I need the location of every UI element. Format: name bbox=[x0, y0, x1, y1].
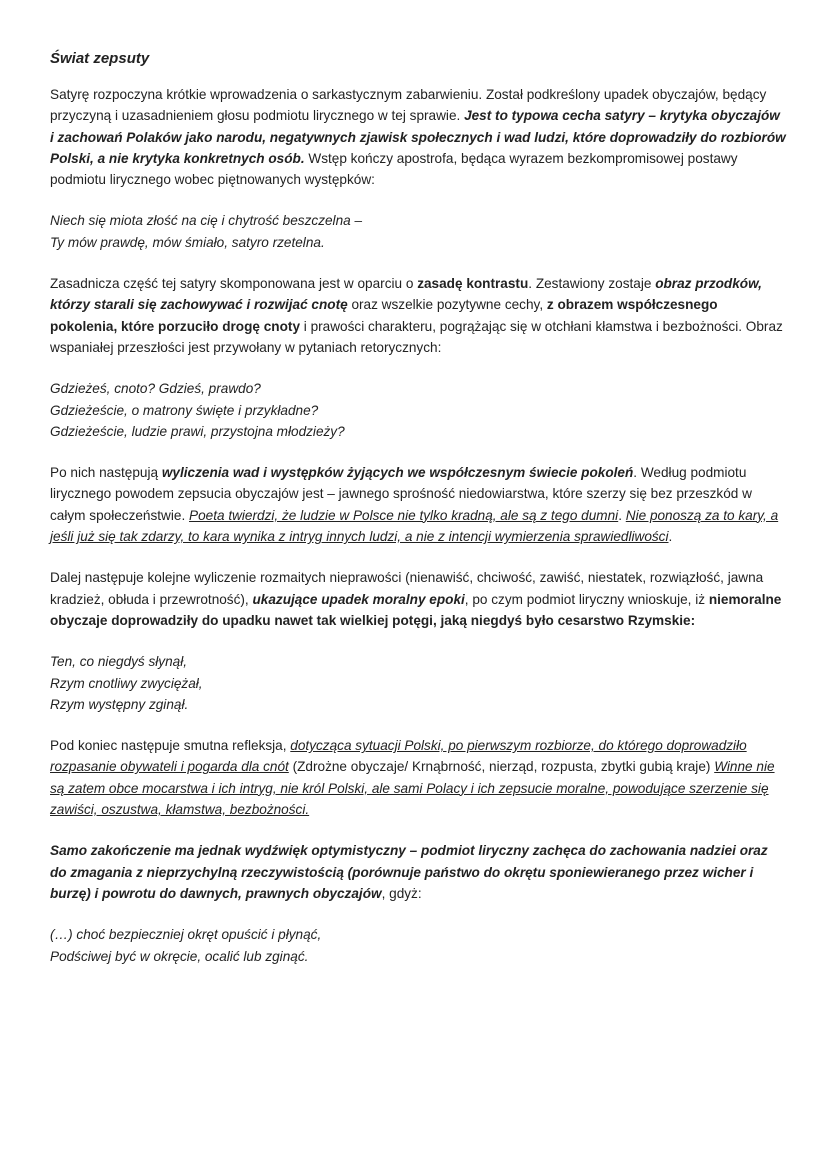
paragraph-intro bbox=[50, 84, 786, 190]
quote-rome bbox=[50, 651, 786, 715]
paragraph-rome bbox=[50, 567, 786, 631]
text-run: Zasadnicza część tej satyry skomponowana jest w oparciu o bbox=[50, 276, 418, 292]
document-page bbox=[50, 48, 786, 987]
underlined-text: Winne nie są zatem obce mocarstwa i ich intryg, nie król Polski, ale sami Polacy i ich zepsucie moralne, powodujące szerzenie się zawiści, oszustwa, kłamstwa, bezbożności. bbox=[50, 759, 775, 818]
emphasis-text: ukazujące upadek moralny epoki bbox=[252, 591, 465, 607]
text-run: Dalej następuje kolejne wyliczenie rozmaitych nieprawości (nienawiść, chciwość, zawiść, niestatek, rozwiązłość, jawna kradzież, obłuda i przewrotność), bbox=[50, 570, 764, 607]
quote-rhetorical-questions bbox=[50, 378, 786, 442]
quote-line: (…) choć bezpieczniej okręt opuścić i płynąć, bbox=[50, 927, 322, 943]
quote-line: Rzym występny zginął. bbox=[50, 696, 189, 712]
paragraph-reflection bbox=[50, 735, 786, 820]
text-run: i prawości charakteru, pogrążając się w otchłani kłamstwa i bezbożności. Obraz wspaniałej przeszłości jest przywołany w pytaniach retorycznych: bbox=[50, 318, 783, 355]
emphasis-text: Jest to typowa cecha satyry – krytyka obyczajów i zachowań Polaków jako narodu, negatywnych zjawisk społecznych i wad ludzi, które doprowadziły do rozbiorów Polski, a nie krytyka konkretnych osób. bbox=[50, 108, 786, 166]
text-run: , po czym podmiot liryczny wnioskuje, iż bbox=[464, 591, 709, 607]
quote-line: Gdzieżeście, ludzie prawi, przystojna młodzieży? bbox=[50, 423, 345, 439]
underlined-text: Poeta twierdzi, że ludzie w Polsce nie tylko kradną, ale są z tego dumni bbox=[189, 507, 619, 523]
text-run: Wstęp kończy apostrofa, będąca wyrazem bezkompromisowej postawy podmiotu lirycznego wobec piętnowanych występków: bbox=[50, 150, 738, 188]
emphasis-text: Samo zakończenie ma jednak wydźwięk optymistyczny – podmiot liryczny zachęca do zachowania nadziei oraz do zmagania z nieprzychylną rzeczywistością (porównuje państwo do okrętu sponiewieranego przez wicher i burzę) i powrotu do dawnych, prawnych obyczajów bbox=[50, 843, 768, 901]
quote-line: Niech się miota złość na cię i chytrość beszczelna – bbox=[50, 213, 363, 229]
quote-line: Gdzieżeś, cnoto? Gdzieś, prawdo? bbox=[50, 381, 261, 397]
paragraph-contrast bbox=[50, 273, 786, 358]
quote-line: Ten, co niegdyś słynął, bbox=[50, 654, 188, 670]
bold-text: niemoralne obyczaje doprowadziły do upadku nawet tak wielkiej potęgi, jaką niegdyś było cesarstwo Rzymskie: bbox=[50, 591, 782, 628]
text-run: (Zdrożne obyczaje/ Krnąbrność, nierząd, rozpusta, zbytki gubią kraje) bbox=[288, 759, 715, 775]
text-run: . bbox=[668, 529, 673, 545]
text-run: Pod koniec następuje smutna refleksja, bbox=[50, 738, 291, 754]
text-run: Satyrę rozpoczyna krótkie wprowadzenia o sarkastycznym zabarwieniu. Został podkreślony upadek obyczajów, będący przyczyną i uzasadnieniem głosu podmiotu lirycznego w tej sprawie. bbox=[50, 87, 767, 124]
emphasis-text: obraz przodków, którzy starali się zachowywać i rozwijać cnotę bbox=[50, 276, 762, 313]
underlined-text: Nie ponoszą za to kary, a jeśli już się tak zdarzy, to kara wynika z intryg innych ludzi, a nie z intencji wymierzenia sprawiedliwości bbox=[50, 507, 779, 545]
bold-text: z obrazem współczesnego pokolenia, które porzuciło drogę cnoty bbox=[50, 297, 718, 334]
text-run: . Zestawiony zostaje bbox=[528, 276, 656, 292]
emphasis-text: wyliczenia wad i występków żyjących we współczesnym świecie pokoleń bbox=[161, 465, 634, 481]
underlined-text: dotycząca sytuacji Polski, po pierwszym rozbiorze, do którego doprowadziło rozpasanie obywateli i pogarda dla cnót bbox=[50, 738, 747, 775]
text-run: oraz wszelkie pozytywne cechy, bbox=[347, 297, 547, 313]
quote-line: Rzym cnotliwy zwyciężał, bbox=[50, 675, 203, 691]
quote-ship bbox=[50, 924, 786, 967]
quote-line: Gdzieżeście, o matrony święte i przykładne? bbox=[50, 402, 319, 418]
paragraph-conclusion bbox=[50, 840, 786, 904]
document-title: Świat zepsuty bbox=[50, 50, 150, 67]
quote-apostrophe bbox=[50, 210, 786, 253]
text-run: . Według podmiotu lirycznego powodem zepsucia obyczajów jest – jawnego sprośność niedowiarstwa, które szerzy się bez przeszkód w całym społeczeństwie. bbox=[50, 465, 752, 523]
quote-line: Podściwej być w okręcie, ocalić lub zginąć. bbox=[50, 948, 309, 964]
text-run: , gdyż: bbox=[381, 885, 422, 901]
text-run: . bbox=[618, 507, 626, 523]
text-run: Po nich następują bbox=[50, 465, 162, 481]
paragraph-vices bbox=[50, 462, 786, 547]
quote-line: Ty mów prawdę, mów śmiało, satyro rzetelna. bbox=[50, 234, 325, 250]
bold-text: zasadę kontrastu bbox=[417, 276, 529, 292]
